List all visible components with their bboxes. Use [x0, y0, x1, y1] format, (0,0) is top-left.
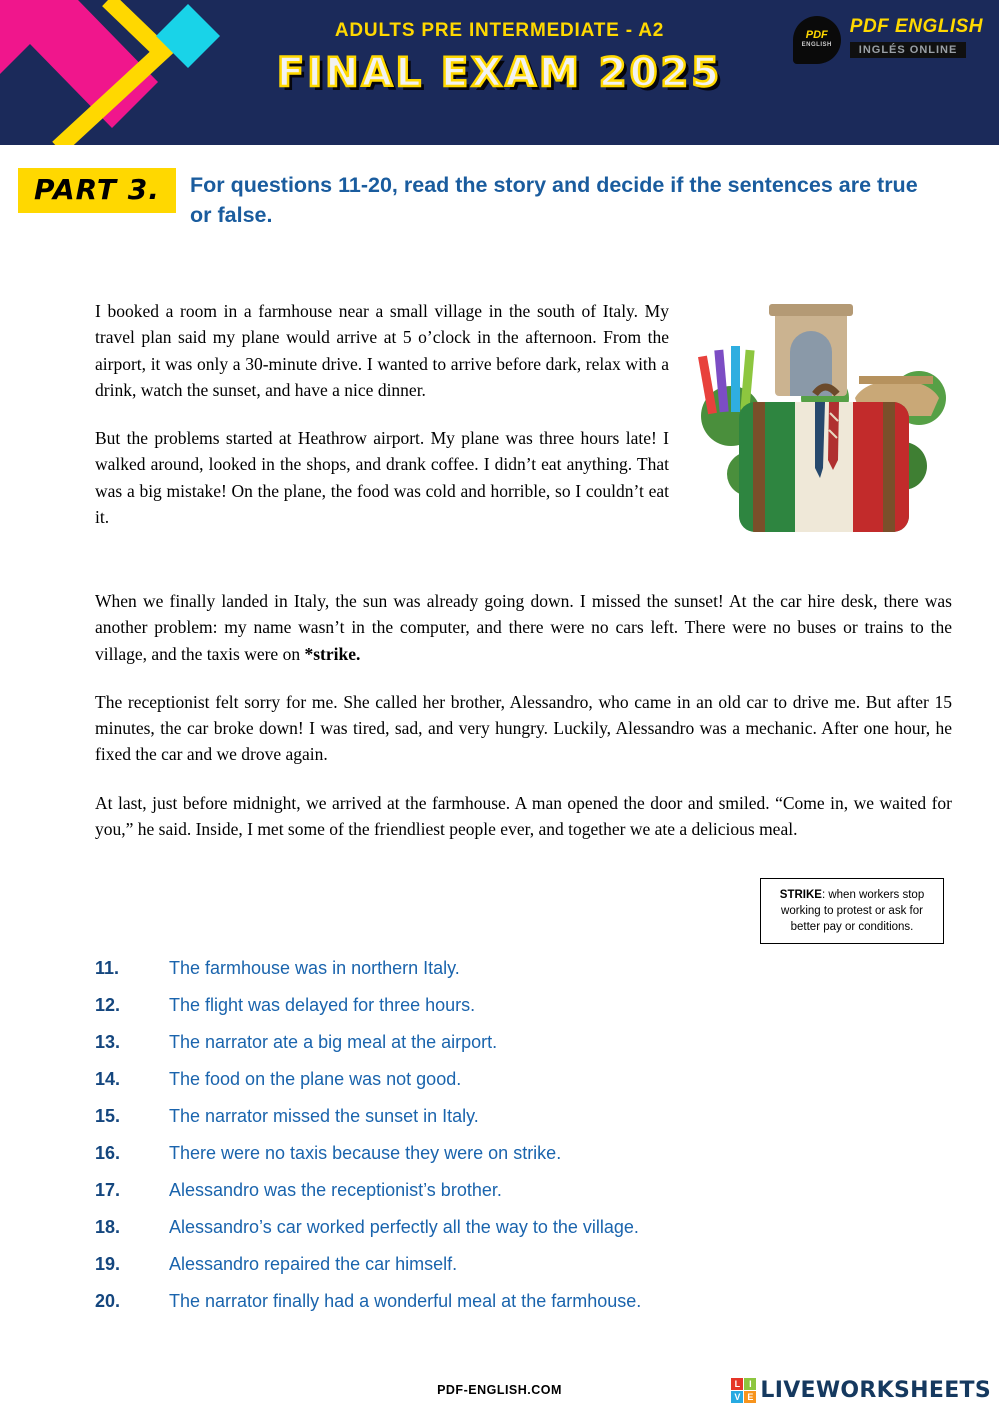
- logo-subtitle: INGLÉS ONLINE: [850, 42, 967, 58]
- question-row: [95, 995, 925, 1032]
- questions-list: [95, 958, 925, 1328]
- badge-text-top: PDF: [805, 29, 828, 42]
- story-paragraph-3-text: When we finally landed in Italy, the sun was already going down. I missed the sunset! At the car hire desk, there was another problem: my name wasn’t in the computer, and there were no cars left. There were no buses or trains to the village, and the taxis were on: [95, 591, 952, 664]
- note-term: STRIKE: [779, 889, 822, 901]
- question-number: 14.: [95, 1069, 121, 1089]
- story-paragraph-3: [95, 588, 952, 667]
- pdf-english-badge-icon: [793, 16, 841, 64]
- question-text: Alessandro’s car worked perfectly all the way to the village.: [169, 1217, 639, 1237]
- question-text: The narrator missed the sunset in Italy.: [169, 1106, 479, 1126]
- question-text: Alessandro was the receptionist’s brother.: [169, 1180, 502, 1200]
- footer-site-url: PDF-ENGLISH.COM: [437, 1383, 562, 1397]
- question-number: 20.: [95, 1291, 121, 1311]
- question-number: 16.: [95, 1143, 121, 1163]
- badge-text-bottom: ENGLISH: [801, 42, 832, 49]
- lw-letter-v: V: [731, 1391, 743, 1403]
- part-label: PART 3.: [18, 168, 176, 213]
- lw-letter-l: L: [731, 1378, 743, 1390]
- question-text: There were no taxis because they were on strike.: [169, 1143, 562, 1163]
- question-text: The narrator ate a big meal at the airport.: [169, 1032, 498, 1052]
- question-row: [95, 958, 925, 995]
- question-row: [95, 1180, 925, 1217]
- logo-name: PDF ENGLISH: [849, 16, 983, 37]
- question-number: 15.: [95, 1106, 121, 1126]
- lw-letter-i: I: [744, 1378, 756, 1390]
- course-label: ADULTS PRE INTERMEDIATE - A2: [334, 20, 665, 41]
- question-number: 17.: [95, 1180, 121, 1200]
- story-paragraph-5: At last, just before midnight, we arrived at the farmhouse. A man opened the door and smiled. “Come in, we waited for you,” he said. Inside, I met some of the friendliest people ever, and together we ate a delicious meal.: [95, 792, 952, 839]
- story-paragraph-1: I booked a room in a farmhouse near a small village in the south of Italy. My travel plan said my plane would arrive at 5 o’clock in the afternoon. From the airport, it was only a 30-minute drive. I wanted to arrive before dark, relax with a drink, watch the sunset, and have a nice dinner.: [95, 301, 669, 400]
- story-column: [95, 298, 669, 566]
- question-text: The farmhouse was in northern Italy.: [169, 958, 460, 978]
- travel-collage-image: [697, 298, 952, 566]
- question-number: 13.: [95, 1032, 121, 1052]
- question-row: [95, 1291, 925, 1328]
- liveworksheets-wordmark: LIVEWORKSHEETS: [760, 1378, 991, 1403]
- story-paragraph-2: But the problems started at Heathrow airport. My plane was three hours late! I walked around, looked in the shops, and drank coffee. I didn’t eat anything. That was a big mistake! On the plane, the food was cold and horrible, so I couldn’t eat it.: [95, 428, 669, 527]
- part-instructions: For questions 11-20, read the story and decide if the sentences are true or false.: [190, 173, 918, 228]
- exam-title: FINAL EXAM 2025: [276, 50, 723, 96]
- header-banner: [0, 0, 999, 145]
- question-text: The narrator finally had a wonderful meal at the farmhouse.: [169, 1291, 642, 1311]
- lw-letter-e: E: [744, 1391, 756, 1403]
- question-text: Alessandro repaired the car himself.: [169, 1254, 458, 1274]
- question-number: 19.: [95, 1254, 121, 1274]
- question-number: 18.: [95, 1217, 121, 1237]
- question-text: The flight was delayed for three hours.: [169, 995, 476, 1015]
- story-paragraph-4: The receptionist felt sorry for me. She called her brother, Alessandro, who came in an old car to drive me. But after 15 minutes, the car broke down! I was tired, sad, and very hungry. Luckily, Alessandro was a mechanic. After one hour, he fixed the car and we drove again.: [95, 691, 952, 765]
- question-row: [95, 1032, 925, 1069]
- note-definition: : when workers stop working to protest or ask for better pay or conditions.: [781, 889, 925, 934]
- reading-passage: [95, 298, 952, 842]
- vocabulary-note-box: [760, 878, 944, 944]
- question-row: [95, 1143, 925, 1180]
- question-row: [95, 1106, 925, 1143]
- question-number: 11.: [95, 958, 120, 978]
- pdf-english-logo: [793, 16, 983, 64]
- question-row: [95, 1254, 925, 1291]
- question-text: The food on the plane was not good.: [169, 1069, 462, 1089]
- liveworksheets-logo: [731, 1378, 991, 1403]
- question-number: 12.: [95, 995, 121, 1015]
- question-row: [95, 1069, 925, 1106]
- story-paragraph-3-bold: *strike.: [304, 643, 361, 664]
- liveworksheets-grid-icon: [731, 1378, 756, 1403]
- question-row: [95, 1217, 925, 1254]
- logo-text-block: [850, 16, 983, 58]
